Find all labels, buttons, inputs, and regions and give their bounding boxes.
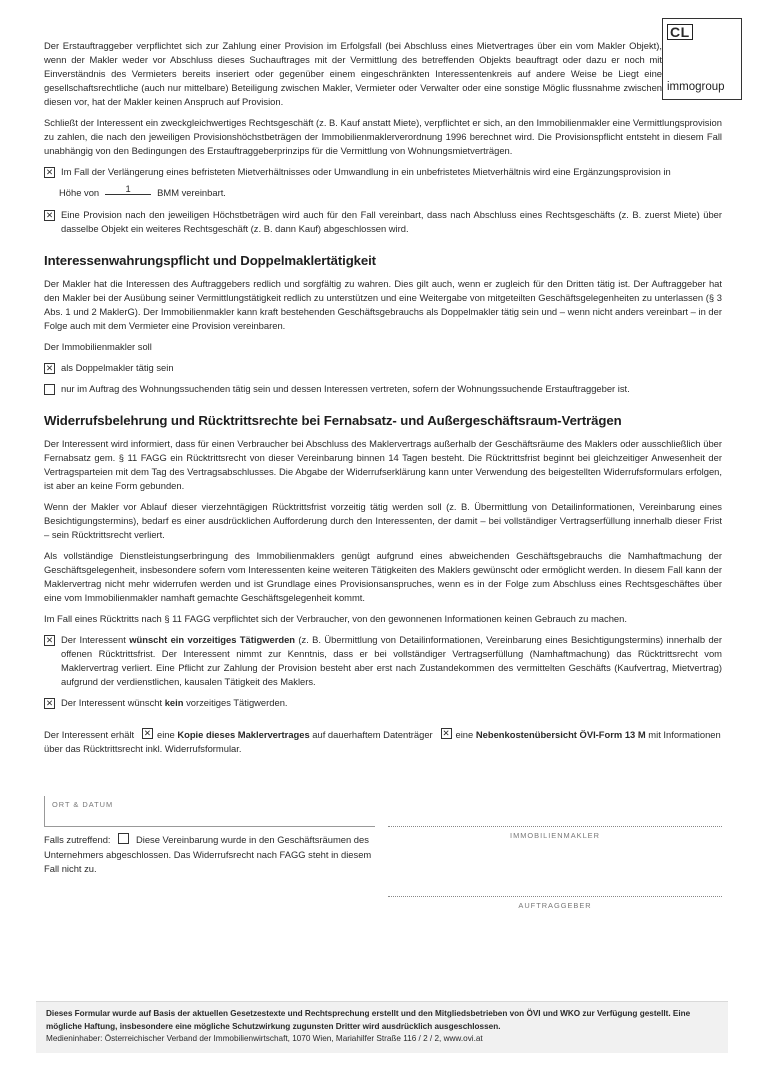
vorzeitig-option (44, 633, 722, 689)
ergaenzungsprovision-option (44, 165, 722, 179)
auftraggeber-signature-line[interactable] (388, 896, 722, 897)
ergaenzungsprovision-text: Im Fall der Verlängerung eines befristeten Mietverhältnisses oder Umwandlung in ein unbefristetes Mietverhältnis wird eine Ergänzungsprovision in (61, 166, 671, 177)
nebenkosten-checkbox[interactable] (441, 728, 452, 739)
doppelmakler-option (44, 361, 722, 375)
kein-vorzeitig-text-bold: kein (164, 697, 184, 708)
document-body (44, 39, 722, 763)
hoehe-field[interactable]: 1 (105, 183, 151, 195)
nebenkosten-text-pre: eine (455, 729, 474, 740)
footer-publisher-text: Medieninhaber: Österreichischer Verband der Immobilienwirtschaft, 1070 Wien, Mariahilfer Straße 116 / 2 / 2, www.ovi.at (46, 1034, 483, 1043)
vorzeitig-text-post: (z. B. Übermittlung von Detailinformationen, Vereinbarung eines Besichtigungstermins) innerhalb der offenen Rücktrittsfrist. Der Interessent nimmt zur Kenntnis, dass er bei vollständiger Vertragserfüllung (Namhaftmachung) das Rücktrittsrecht vom Maklervertrag verliert. Eine Pflicht zur Zahlung der Provision besteht aber erst nach Zustandekommen des vermittelten Geschäfts (Kaufvertrag, Mietvertrag) aufgrund der verdienstlichen, kausalen Tätigkeit des Maklers. (61, 634, 723, 687)
intro-paragraph-1: Der Erstauftraggeber verpflichtet sich zur Zahlung einer Provision im Erfolgsfall (bei Abschluss eines Mietvertrages über ein vom Makler Objekt), wenn der Makler weder vor Abschluss dieses Suchauftrages mit der Vermittlung des betreffenden Objekts beauftragt oder dazu er noch mit Einverständnis des Vermieters bereits inseriert oder gegenüber einem eingeschränkten Interessentenkreis auf andere Weise be Liegt eine gesellschaftsrechtliche (auch nur mittelbare) Beteiligung zwischen Makler, Vermieter oder Verwalter oder eine sonstige Möglic flussnahme zwischen diesen vor, hat der Makler keinen Anspruch auf Provision. (44, 40, 662, 107)
ergaenzungsprovision-checkbox[interactable] (44, 167, 55, 178)
hoehe-row (59, 183, 722, 200)
widerruf-paragraph-1: Der Interessent wird informiert, dass für einen Verbraucher bei Abschluss des Maklervertrags außerhalb der Geschäftsräume des Maklers oder ausschließlich über Fernabsatz gem. § 11 FAGG ein Rücktrittsrecht von dieser Vereinbarung binnen 14 Tagen besteht. Die Rücktrittsfrist beginnt bei gleichzeitiger Anwesenheit der Vertragsparteien mit dem Tag des Vertragsabschlusses. Die Abgabe der Widerrufserklärung kann unter Verwendung des beigestellten Widerrufsformulars erfolgen, ist aber an keine Form gebunden. (44, 438, 722, 491)
erhaelt-pre: Der Interessent erhält (44, 729, 135, 740)
nebenkosten-text-post: mit Informationen über das Rücktrittsrecht inkl. Widerrufsformular. (44, 729, 721, 754)
ort-datum-field[interactable] (44, 796, 375, 827)
einzelmakler-checkbox[interactable] (44, 384, 55, 395)
einzelmakler-option (44, 382, 722, 396)
folgegeschaeft-option (44, 208, 722, 236)
widerruf-paragraph-4: Im Fall eines Rücktritts nach § 11 FAGG verpflichtet sich der Verbraucher, von den gewonnenen Informationen keinen Gebrauch zu machen. (44, 613, 627, 624)
makler-signature-label: IMMOBILIENMAKLER (510, 831, 600, 840)
falls-label: Falls zutreffend: (44, 834, 111, 845)
nebenkosten-text-bold: Nebenkostenübersicht ÖVI-Form 13 M (475, 729, 646, 740)
doppelmakler-text: als Doppelmakler tätig sein (61, 362, 174, 373)
vorzeitig-text-bold: wünscht ein vorzeitiges Tätigwerden (129, 634, 296, 645)
ort-datum-label: ORT & DATUM (52, 800, 114, 809)
folgegeschaeft-checkbox[interactable] (44, 210, 55, 221)
kopie-checkbox[interactable] (142, 728, 153, 739)
geschaeftsraum-text: Diese Vereinbarung wurde in den Geschäftsräumen des Unternehmers abgeschlossen. Das Widerrufsrecht nach FAGG steht in diesem Fall nicht zu. (44, 834, 372, 874)
kein-vorzeitig-text-post: vorzeitiges Tätigwerden. (186, 697, 288, 708)
kein-vorzeitig-checkbox[interactable] (44, 698, 55, 709)
logo-mark (667, 24, 693, 40)
logo-mark-text: CL (667, 24, 693, 40)
vorzeitig-text (61, 633, 722, 689)
hoehe-unit: BMM vereinbart. (157, 187, 226, 198)
vorzeitig-text-pre: Der Interessent (61, 634, 126, 645)
doppelmakler-checkbox[interactable] (44, 363, 55, 374)
widerruf-paragraph-2: Wenn der Makler vor Ablauf dieser vierzehntägigen Rücktrittsfrist vorzeitig tätig werden soll (z. B. Übermittlung von Detailinformationen, Vereinbarung eines Besichtigungstermins), bedarf es einer ausdrücklichen Aufforderung durch den Interessenten, der damit – bei vollständiger Vertragserfüllung innerhalb dieser Frist – sein Rücktrittsrecht verliert. (44, 501, 722, 540)
section-heading-widerruf: Widerrufsbelehrung und Rücktrittsrechte bei Fernabsatz- und Außergeschäftsraum-Verträgen (44, 413, 622, 428)
company-logo (662, 18, 742, 100)
logo-wordmark: immogroup (667, 81, 725, 93)
einzelmakler-text: nur im Auftrag des Wohnungssuchenden tätig sein und dessen Interessen vertreten, sofern der Wohnungssuchende Erstauftraggeber ist. (61, 383, 630, 394)
folgegeschaeft-text: Eine Provision nach den jeweiligen Höchstbeträgen wird auch für den Fall vereinbart, dass nach Abschluss eines Rechtsgeschäfts (z. B. zuerst Miete) über dasselbe Objekt ein weiteres Rechtsgeschäft (z. B. dann Kauf) abgeschlossen wird. (61, 209, 722, 234)
hoehe-label: Höhe von (59, 187, 100, 198)
kopie-text-post: auf dauerhaftem Datenträger (312, 729, 433, 740)
doppel-paragraph-1: Der Makler hat die Interessen des Auftraggebers redlich und sorgfältig zu wahren. Dies gilt auch, wenn er zugleich für den Dritten tätig ist. Der Auftraggeber hat den Makler bei der Ausübung seiner Vermittlungstätigkeit redlich zu unterstützen und eine Weitergabe von mitgeteilten Geschäftsgelegenheiten zu unterlassen (§ 3 Abs. 1 und 2 MaklerG). Der Immobilienmakler kann kraft bestehenden Geschäftsgebrauchs als Doppelmakler tätig sein und – wenn nicht anders vereinbart – in der Folge auch mit dem Vermieter eine Provision vereinbaren. (44, 278, 722, 331)
intro-paragraph-2: Schließt der Interessent ein zweckgleichwertiges Rechtsgeschäft (z. B. Kauf anstatt Miete), verpflichtet er sich, an den Immobilienmakler eine Vermittlungsprovision zu zahlen, die nach den jeweiligen Provisionshöchstbeträgen der Immobilienmaklerverordnung 1996 berechnet wird. Die Provisionspflicht entsteht in diesem Fall unabhängig von den Bedingungen des Erstauftraggeberprinzips für die Vermittlung von Wohnungsmietverträgen. (44, 117, 722, 156)
footer-disclaimer (36, 1001, 728, 1053)
doppel-paragraph-2: Der Immobilienmakler soll (44, 341, 152, 352)
kein-vorzeitig-text (61, 696, 722, 710)
kopie-text-bold: Kopie dieses Maklervertrages (177, 729, 310, 740)
kopie-text-pre: eine (156, 729, 175, 740)
widerruf-paragraph-3: Als vollständige Dienstleistungserbringung des Immobilienmaklers genügt aufgrund eines abweichenden Geschäftsgebrauchs die Namhaftmachung der Geschäftsgelegenheit, insbesondere sofern vom Interessenten keine weiteren Tätigkeiten des Maklers gewünscht oder ermöglicht werden. In diesem Fall kann der Maklervertrag nicht mehr widerrufen werden und ist Grundlage eines Provisionsanspruches, wenn es in der Folge zum Abschluss eines Rechtsgeschäftes über eine vom Immobilienmakler namhaft gemachte Geschäftsgelegenheit kommt. (44, 550, 722, 603)
erhaelt-paragraph (44, 728, 722, 756)
geschaeftsraum-option (44, 833, 374, 877)
makler-signature-line[interactable] (388, 826, 722, 827)
kein-vorzeitig-text-pre: Der Interessent wünscht (61, 697, 163, 708)
auftraggeber-signature-label: AUFTRAGGEBER (518, 901, 592, 910)
section-heading-doppelmakler: Interessenwahrungspflicht und Doppelmaklertätigkeit (44, 253, 376, 268)
vorzeitig-checkbox[interactable] (44, 635, 55, 646)
geschaeftsraum-checkbox[interactable] (118, 833, 129, 844)
footer-bold-text: Dieses Formular wurde auf Basis der aktuellen Gesetzestexte und Rechtsprechung erstellt und den Mitgliedsbetrieben von ÖVI und WKO zur Verfügung gestellt. Eine mögliche Haftung, insbesondere eine mögliche Schutzwirkung zugunsten Dritter wird ausdrücklich ausgeschlossen. (46, 1009, 691, 1031)
kein-vorzeitig-option (44, 696, 722, 710)
